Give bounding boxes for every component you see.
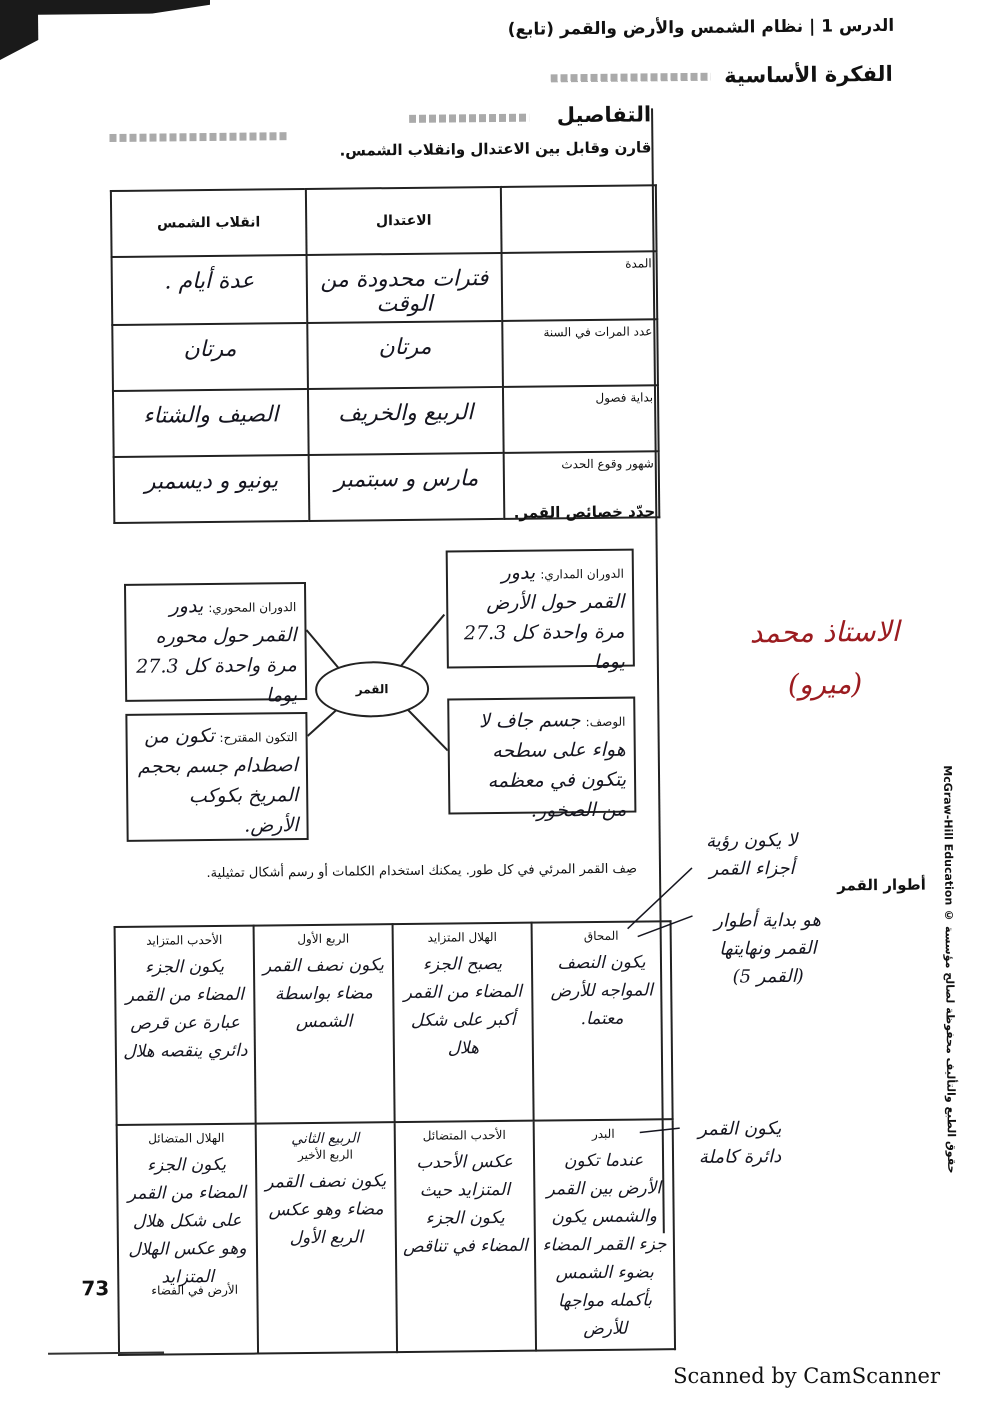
teacher-signature: الاستاذ محمد (ميرو) <box>749 614 900 701</box>
handwritten-extra: الربيع الثاني <box>291 1130 360 1148</box>
handwritten-answer: تكون من اصطدام جسم بحجم المريخ بكوكب الأرض. <box>137 724 299 837</box>
handwritten-answer: يكون نصف القمر مضاء وهو عكس الربع الأول <box>265 1171 387 1249</box>
row-label: شهور وقوع الحدث <box>504 451 660 519</box>
handwritten-answer: يكون الجزء المضاء من القمر على شكل هلال وهو عكس الهلال المتزايد <box>127 1154 247 1288</box>
handwritten-answer: مرتان <box>183 336 237 363</box>
description-label: الوصف: <box>585 714 626 730</box>
margin-note: يكون القمر دائرة كاملة <box>698 1118 782 1168</box>
arrow-line <box>640 1128 680 1132</box>
phase-name: الأحدب المتضائل <box>422 1127 506 1143</box>
phase-name: المحاق <box>583 928 619 944</box>
row-label: بداية فصول <box>503 385 659 453</box>
phase-name: الهلال المتزايد <box>427 930 497 945</box>
handwritten-answer: الصيف والشتاء <box>143 402 279 429</box>
phase-name: الهلال المتضائل <box>148 1130 225 1146</box>
handwritten-answer: يكون نصف القمر مضاء بواسطة الشمس <box>262 955 385 1033</box>
handwritten-answer: يدور القمر حول الأرض مرة واحدة كل 27.3 يوما <box>463 561 625 673</box>
margin-note: لا يكون رؤية أجزاء القمر <box>705 829 798 880</box>
handwritten-answer: يكون الجزء المضاء من القمر عبارة عن قرص دائري ينقصه هلال <box>123 956 248 1062</box>
row-label: عدد المرات في السنة <box>502 319 658 387</box>
handwritten-answer: عكس الأحدب المتزايد حيث يكون الجزء المضاء في تناقص <box>402 1151 528 1258</box>
note-arrows <box>38 5 951 1214</box>
handwritten-answer: يكون النصف المواجه للأرض معتما. <box>550 952 654 1030</box>
phase-name: الربع الأول <box>297 931 350 947</box>
phase-name: الأحدب المتزايد <box>146 932 223 948</box>
handwritten-answer: عدة أيام . <box>164 268 255 295</box>
phases-instruction: صِف القمر المرئي في كل طور. يمكنك استخدام الكلمات أو رسم أشكال تمثيلية. <box>206 861 638 882</box>
lesson-title: الدرس 1 | نظام الشمس والأرض والقمر (تابع) <box>507 15 895 40</box>
chapter-name: الأرض في الفضاء <box>151 1282 239 1298</box>
col-header-solstice: انقلاب الشمس <box>111 189 307 257</box>
publisher-credit: McGraw-Hill Education © حقوق الطبع والتأليف محفوظة لصالح مؤسسة <box>940 765 959 1174</box>
phase-name: البدر <box>591 1126 615 1142</box>
handwritten-answer: جسم جاف لا هواء على سطحه يتكون في معظمه من الصخور. <box>478 709 627 822</box>
arrow-line <box>638 916 693 937</box>
big-idea-label: الفكرة الأساسية <box>724 61 893 88</box>
handwritten-answer: يونيو و ديسمبر <box>144 468 279 495</box>
moon-title: حدّد خصائص القمر. <box>513 502 656 522</box>
page-number: 73 <box>81 1276 110 1301</box>
handwritten-answer: يدور القمر حول محوره مرة واحدة كل 27.3 يوما <box>136 595 298 707</box>
compare-title: قارن وقابل بين الاعتدال وانقلاب الشمس. <box>339 138 652 160</box>
col-header-equinox: الاعتدال <box>306 187 502 255</box>
axial-label: الدوران المحوري: <box>208 600 297 616</box>
handwritten-answer: فترات محدودة من الوقت <box>320 266 489 318</box>
orbital-label: الدوران المداري: <box>540 566 624 582</box>
scanner-watermark: Scanned by CamScanner <box>673 1364 940 1388</box>
handwritten-answer: الربيع والخريف <box>338 400 474 427</box>
workbook-page <box>38 5 964 1374</box>
handwritten-answer: يصبح الجزء المضاء من القمر أكبر على شكل هلال <box>403 953 522 1059</box>
formation-label: التكون المقترح: <box>219 730 298 745</box>
handwritten-answer: مرتان <box>378 334 432 361</box>
phase-name: الربع الأخير <box>297 1147 354 1163</box>
handwritten-answer: عندما تكون الأرض بين القمر والشمس يكون جزء القمر المضاء بضوء الشمس بأكمله مواجها للأرض <box>542 1150 667 1340</box>
handwritten-answer: مارس و سبتمبر <box>334 466 479 493</box>
phases-side-title: أطوار القمر <box>837 875 926 895</box>
moon-center-oval: القمر <box>315 661 430 718</box>
row-label: المدة <box>502 251 658 321</box>
margin-note: هو بداية أطوار القمر ونهايتها (القمر 5) <box>714 909 822 988</box>
details-label: التفاصيل <box>556 102 652 128</box>
